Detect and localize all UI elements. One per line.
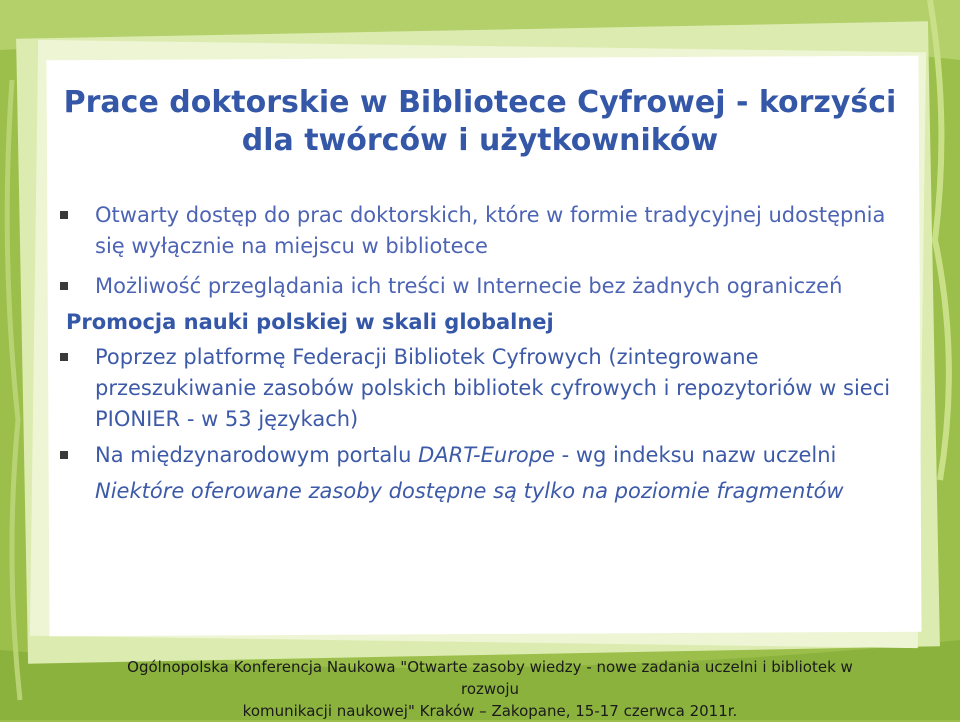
slide-title (60, 84, 900, 160)
bullet-square-icon (60, 282, 68, 290)
slide-content (60, 200, 910, 507)
footer-line-2: komunikacji naukowej" Kraków – Zakopane, 15-17 czerwca 2011r. (242, 702, 738, 720)
availability-note: Niektóre oferowane zasoby dostępne są tylko na poziomie fragmentów (95, 479, 844, 503)
bullet-text: Możliwość przeglądania ich treści w Internecie bez żadnych ograniczeń (95, 274, 843, 298)
bullet-text-suffix: - wg indeksu nazw uczelni (554, 443, 837, 467)
conference-footer (100, 656, 880, 722)
list-item (60, 200, 910, 262)
list-item (60, 440, 910, 471)
bullet-text: Otwarty dostęp do prac doktorskich, które w formie tradycyjnej udostępnia się wyłącznie na miejscu w bibliotece (95, 203, 886, 258)
bullet-text-prefix: Na międzynarodowym portalu (95, 443, 419, 467)
footer-line-1: Ogólnopolska Konferencja Naukowa "Otwarte zasoby wiedzy - nowe zadania uczelni i bibliotek w rozwoju (127, 658, 853, 698)
title-line-1: Prace doktorskie w Bibliotece Cyfrowej - korzyści (63, 85, 897, 120)
bullet-square-icon (60, 211, 68, 219)
promotion-list (60, 342, 910, 471)
section-heading: Promocja nauki polskiej w skali globalnej (66, 310, 554, 334)
title-line-2: dla twórców i użytkowników (241, 123, 719, 158)
dart-europe-name: DART-Europe (418, 443, 555, 467)
bullet-square-icon (60, 451, 68, 459)
bullet-square-icon (60, 353, 68, 361)
benefits-list (60, 200, 910, 302)
bullet-text: Poprzez platformę Federacji Bibliotek Cyfrowych (zintegrowane przeszukiwanie zasobów polskich bibliotek cyfrowych i repozytoriów w sieci PIONIER - w 53 językach) (95, 345, 891, 431)
list-item (60, 342, 910, 435)
list-item (60, 271, 910, 302)
